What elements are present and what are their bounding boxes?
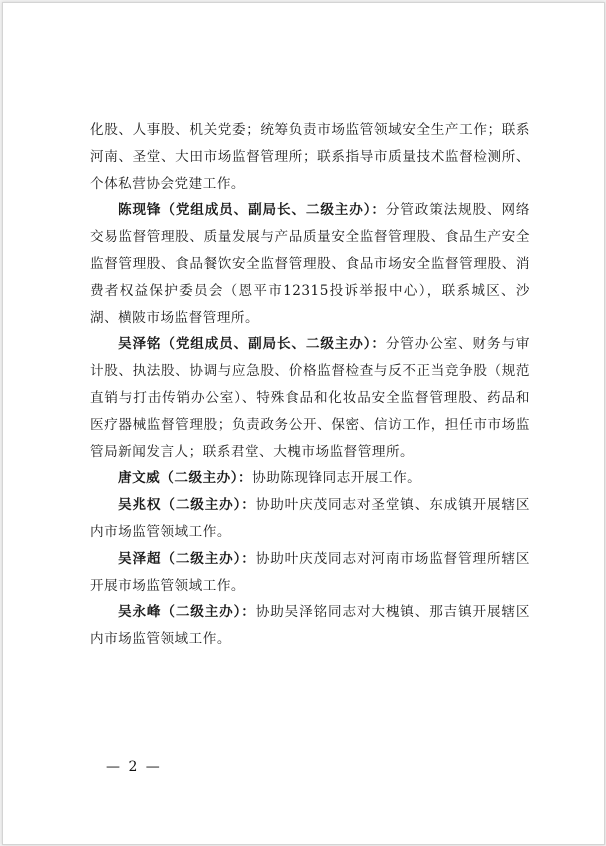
paragraph-lead: 唐文威（二级主办）： [118,470,253,487]
paragraph-body: 化股、人事股、机关党委；统筹负责市场监管领域安全生产工作；联系河南、圣堂、大田市场监督管理所；联系指导市质量技术监督检测所、个体私营协会党建工作。 [90,122,530,192]
para-tang-wenwei [90,465,530,492]
para-wu-yongfeng [90,599,530,653]
para-wu-zhaoquan [90,492,530,546]
paragraph-lead: 吴泽超（二级主办）： [118,550,256,567]
paragraph-body: 协助陈现锋同志开展工作。 [252,470,422,487]
page-number: — 2 — [106,759,162,775]
page-content [90,117,530,653]
paragraph-lead: 吴兆权（二级主办）： [118,497,256,514]
paragraph-lead: 吴永峰（二级主办）： [118,604,256,621]
paragraph-body: 分管政策法规股、网络交易监督管理股、质量发展与产品质量安全监督管理股、食品生产安全监督管理股、食品餐饮安全监督管理股、食品市场安全监督管理股、消费者权益保护委员会（恩平市12315投诉举报中心），联系城区、沙湖、横陂市场监督管理所。 [90,202,531,326]
para-wu-zechao [90,546,530,600]
paragraph-body: 分管办公室、财务与审计股、执法股、协调与应急股、价格监督检查与反不正当竞争股（规范直销与打击传销办公室）、特殊食品和化妆品安全监督管理股、药品和医疗器械监督管理股；负责政务公开、保密、信访工作，担任市市场监管局新闻发言人；联系君堂、大槐市场监督管理所。 [90,336,531,460]
para-continuation [90,117,530,197]
para-wu-zeming [90,331,530,465]
paragraph-lead: 吴泽铭（党组成员、副局长、二级主办）： [118,336,386,353]
para-chen-xianfeng [90,197,530,331]
paragraph-body: 协助叶庆茂同志对河南市场监督管理所辖区开展市场监管领域工作。 [90,550,531,594]
document-page [2,2,605,845]
paragraph-body: 协助叶庆茂同志对圣堂镇、东成镇开展辖区内市场监管领域工作。 [90,497,531,540]
paragraph-body: 协助吴泽铭同志对大槐镇、那吉镇开展辖区内市场监管领域工作。 [90,604,531,648]
paragraph-lead: 陈现锋（党组成员、副局长、二级主办）： [118,202,386,219]
